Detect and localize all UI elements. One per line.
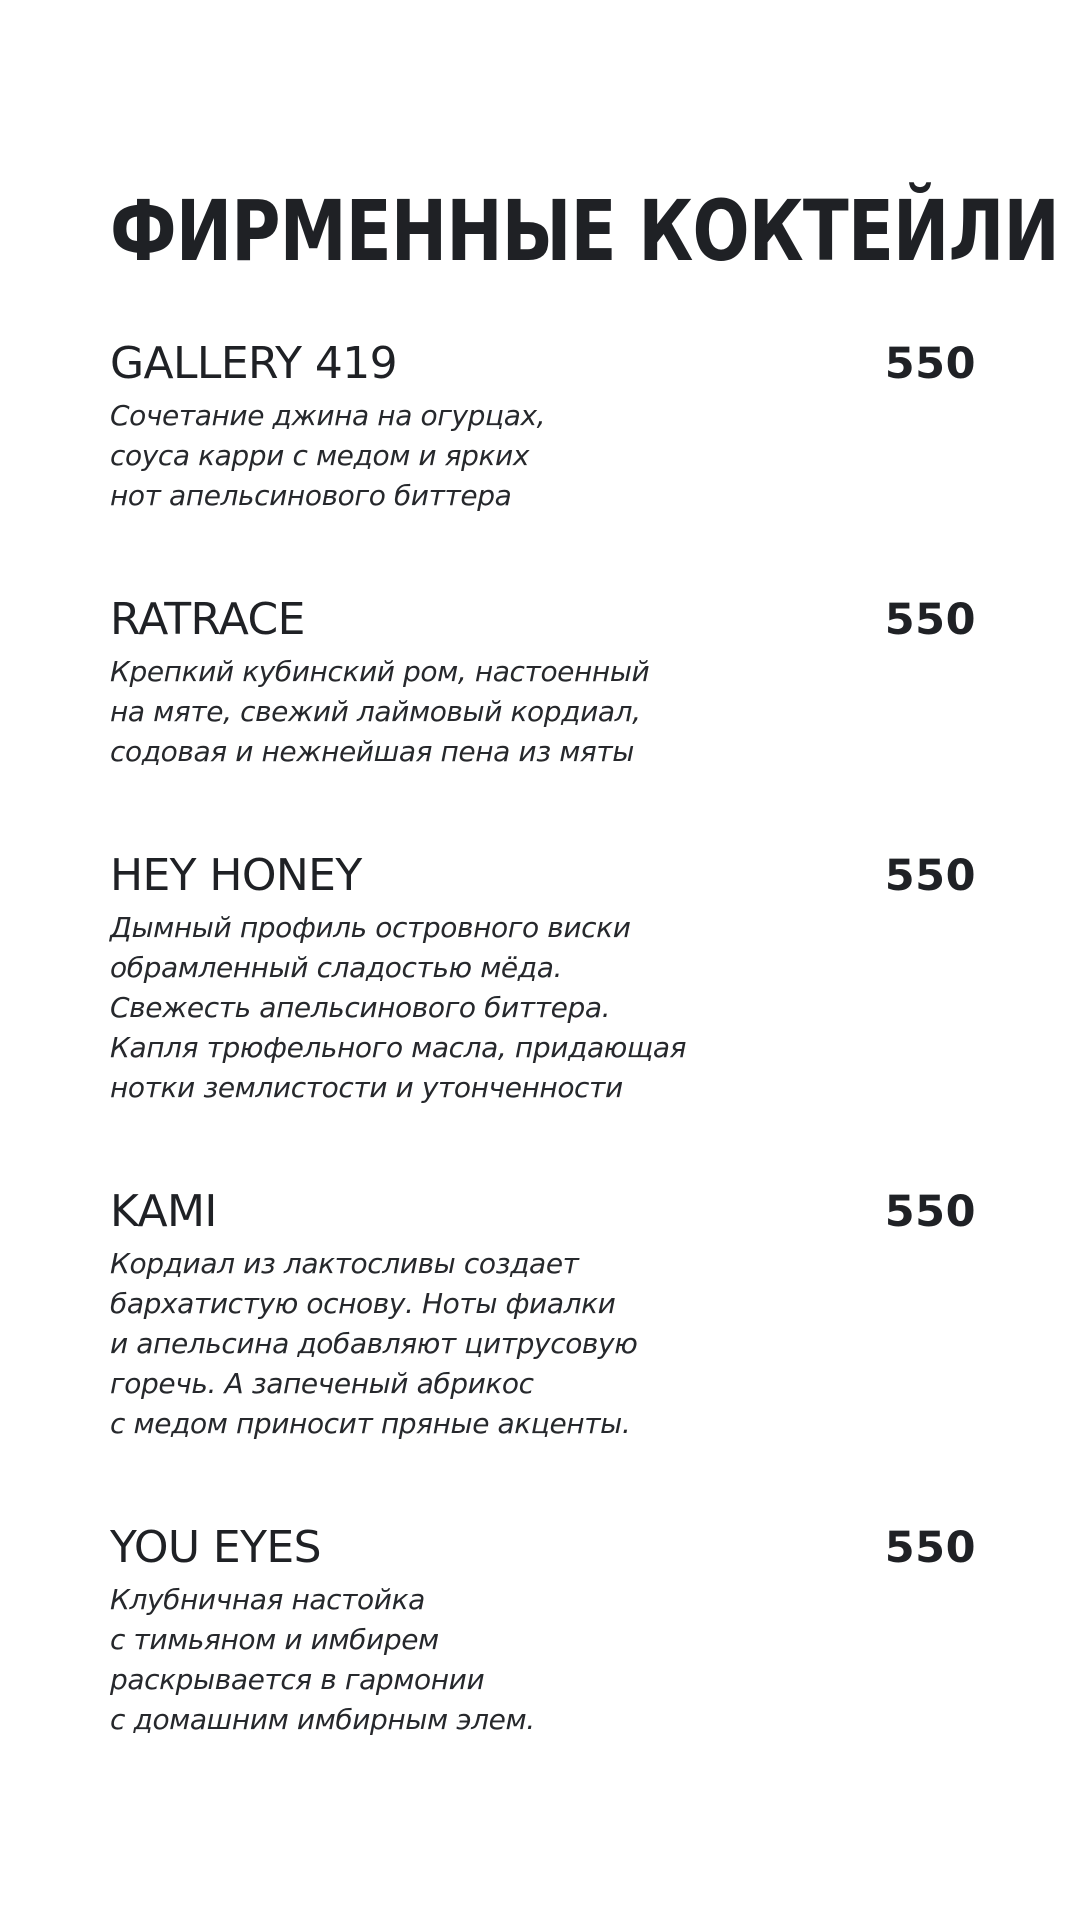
item-price: 550 — [884, 851, 976, 901]
item-name: RATRACE — [110, 594, 305, 645]
description-line: с медом приносит пряные акценты. — [110, 1407, 631, 1440]
menu-item-header — [110, 1186, 976, 1238]
description-line: нотки землистости и утонченности — [110, 1071, 623, 1104]
description-line: с домашним имбирным элем. — [110, 1703, 535, 1736]
item-description — [110, 1244, 976, 1444]
description-line: Клубничная настойка — [110, 1583, 425, 1616]
description-line: Свежесть апельсинового биттера. — [110, 991, 611, 1024]
item-price: 550 — [884, 339, 976, 389]
item-description — [110, 396, 976, 516]
description-line: бархатистую основу. Ноты фиалки — [110, 1287, 616, 1320]
item-name: KAMI — [110, 1186, 217, 1237]
description-line: на мяте, свежий лаймовый кордиал, — [110, 695, 641, 728]
menu-item — [110, 338, 976, 516]
menu-item-header — [110, 338, 976, 390]
item-name: HEY HONEY — [110, 850, 362, 901]
description-line: Дымный профиль островного виски — [110, 911, 631, 944]
menu-item-header — [110, 594, 976, 646]
item-name: GALLERY 419 — [110, 338, 398, 389]
menu-item-header — [110, 850, 976, 902]
menu-item — [110, 1522, 976, 1740]
item-description — [110, 908, 976, 1108]
description-line: соуса карри с медом и ярких — [110, 439, 530, 472]
description-line: горечь. А запеченый абрикос — [110, 1367, 534, 1400]
description-line: Кордиал из лактосливы создает — [110, 1247, 579, 1280]
description-line: нот апельсинового биттера — [110, 479, 512, 512]
item-description — [110, 1580, 976, 1740]
item-price: 550 — [884, 595, 976, 645]
description-line: раскрывается в гармонии — [110, 1663, 485, 1696]
description-line: Капля трюфельного масла, придающая — [110, 1031, 687, 1064]
description-line: Крепкий кубинский ром, настоенный — [110, 655, 650, 688]
menu-item — [110, 1186, 976, 1444]
menu-item — [110, 594, 976, 772]
page-title: ФИРМЕННЫЕ КОКТЕЙЛИ — [110, 182, 1059, 280]
menu-item — [110, 850, 976, 1108]
description-line: и апельсина добавляют цитрусовую — [110, 1327, 638, 1360]
description-line: содовая и нежнейшая пена из мяты — [110, 735, 634, 768]
item-name: YOU EYES — [110, 1522, 321, 1573]
item-price: 550 — [884, 1523, 976, 1573]
description-line: Сочетание джина на огурцах, — [110, 399, 546, 432]
description-line: обрамленный сладостью мёда. — [110, 951, 562, 984]
item-price: 550 — [884, 1187, 976, 1237]
description-line: с тимьяном и имбирем — [110, 1623, 439, 1656]
item-description — [110, 652, 976, 772]
menu-item-header — [110, 1522, 976, 1574]
